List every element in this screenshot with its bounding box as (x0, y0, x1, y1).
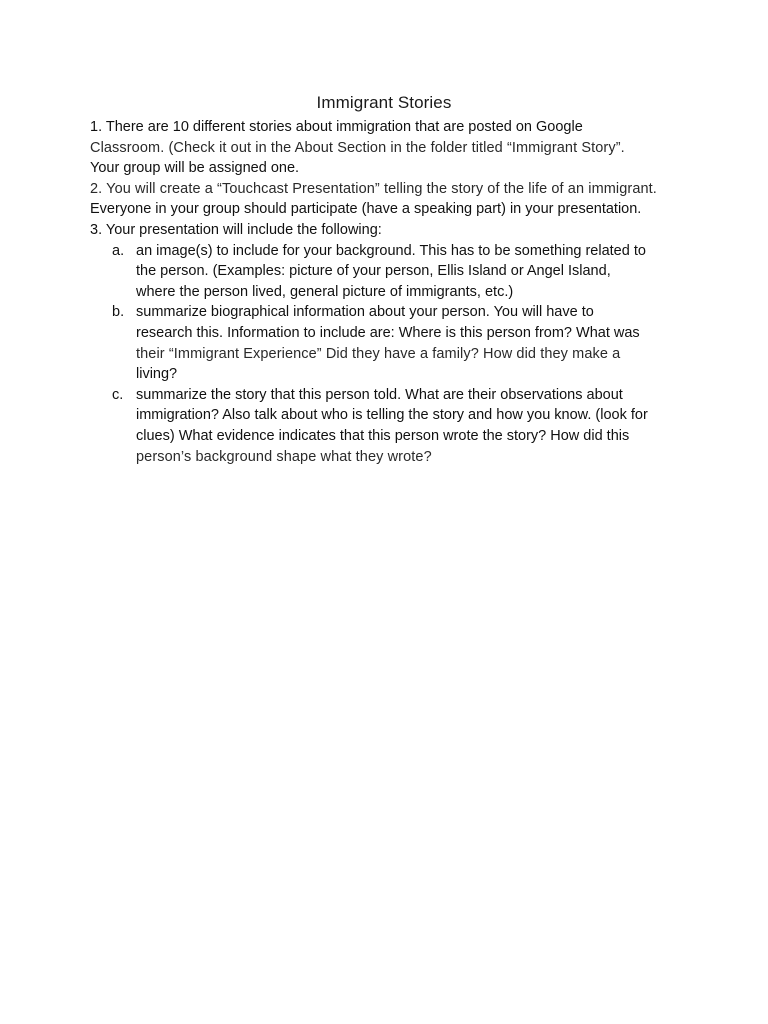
sub-item-a-marker: a. (112, 242, 125, 259)
sub-item-c-line-3: clues) What evidence indicates that this person wrote the story? How did this (136, 427, 630, 444)
document-body (90, 117, 710, 467)
item-3-line-1: 3. Your presentation will include the following: (90, 221, 382, 238)
sub-item-c-line-4: person’s background shape what they wrote? (136, 448, 432, 465)
sub-item-c-line-1: summarize the story that this person told. What are their observations about (136, 386, 623, 403)
sub-item-b (90, 302, 710, 384)
item-1-line-2: Classroom. (Check it out in the About Section in the folder titled “Immigrant Story”. (90, 139, 625, 156)
page-title: Immigrant Stories (316, 93, 452, 112)
sub-item-b-line-1: summarize biographical information about your person. You will have to (136, 304, 594, 321)
sub-item-c-line-2: immigration? Also talk about who is telling the story and how you know. (look for (136, 407, 648, 424)
sub-item-b-line-2: research this. Information to include are: Where is this person from? What was (136, 324, 640, 341)
sub-item-a-line-1: an image(s) to include for your background. This has to be something related to (136, 242, 646, 259)
sub-item-b-line-4: living? (136, 366, 178, 383)
item-2-line-2: Everyone in your group should participate (have a speaking part) in your presentation. (90, 201, 642, 218)
sub-item-c (90, 385, 710, 467)
item-1-line-3: Your group will be assigned one. (90, 160, 300, 177)
sub-item-b-line-3: their “Immigrant Experience” Did they have a family? How did they make a (136, 345, 621, 362)
item-2-line-1: 2. You will create a “Touchcast Presentation” telling the story of the life of an immigrant. (90, 180, 657, 197)
sub-item-c-marker: c. (112, 386, 124, 403)
sub-item-a (90, 241, 710, 303)
sub-item-a-line-3: where the person lived, general picture of immigrants, etc.) (136, 283, 514, 300)
sub-item-a-line-2: the person. (Examples: picture of your person, Ellis Island or Angel Island, (136, 263, 611, 280)
sub-item-b-marker: b. (112, 304, 125, 321)
item-1-line-1: 1. There are 10 different stories about immigration that are posted on Google (90, 119, 583, 135)
